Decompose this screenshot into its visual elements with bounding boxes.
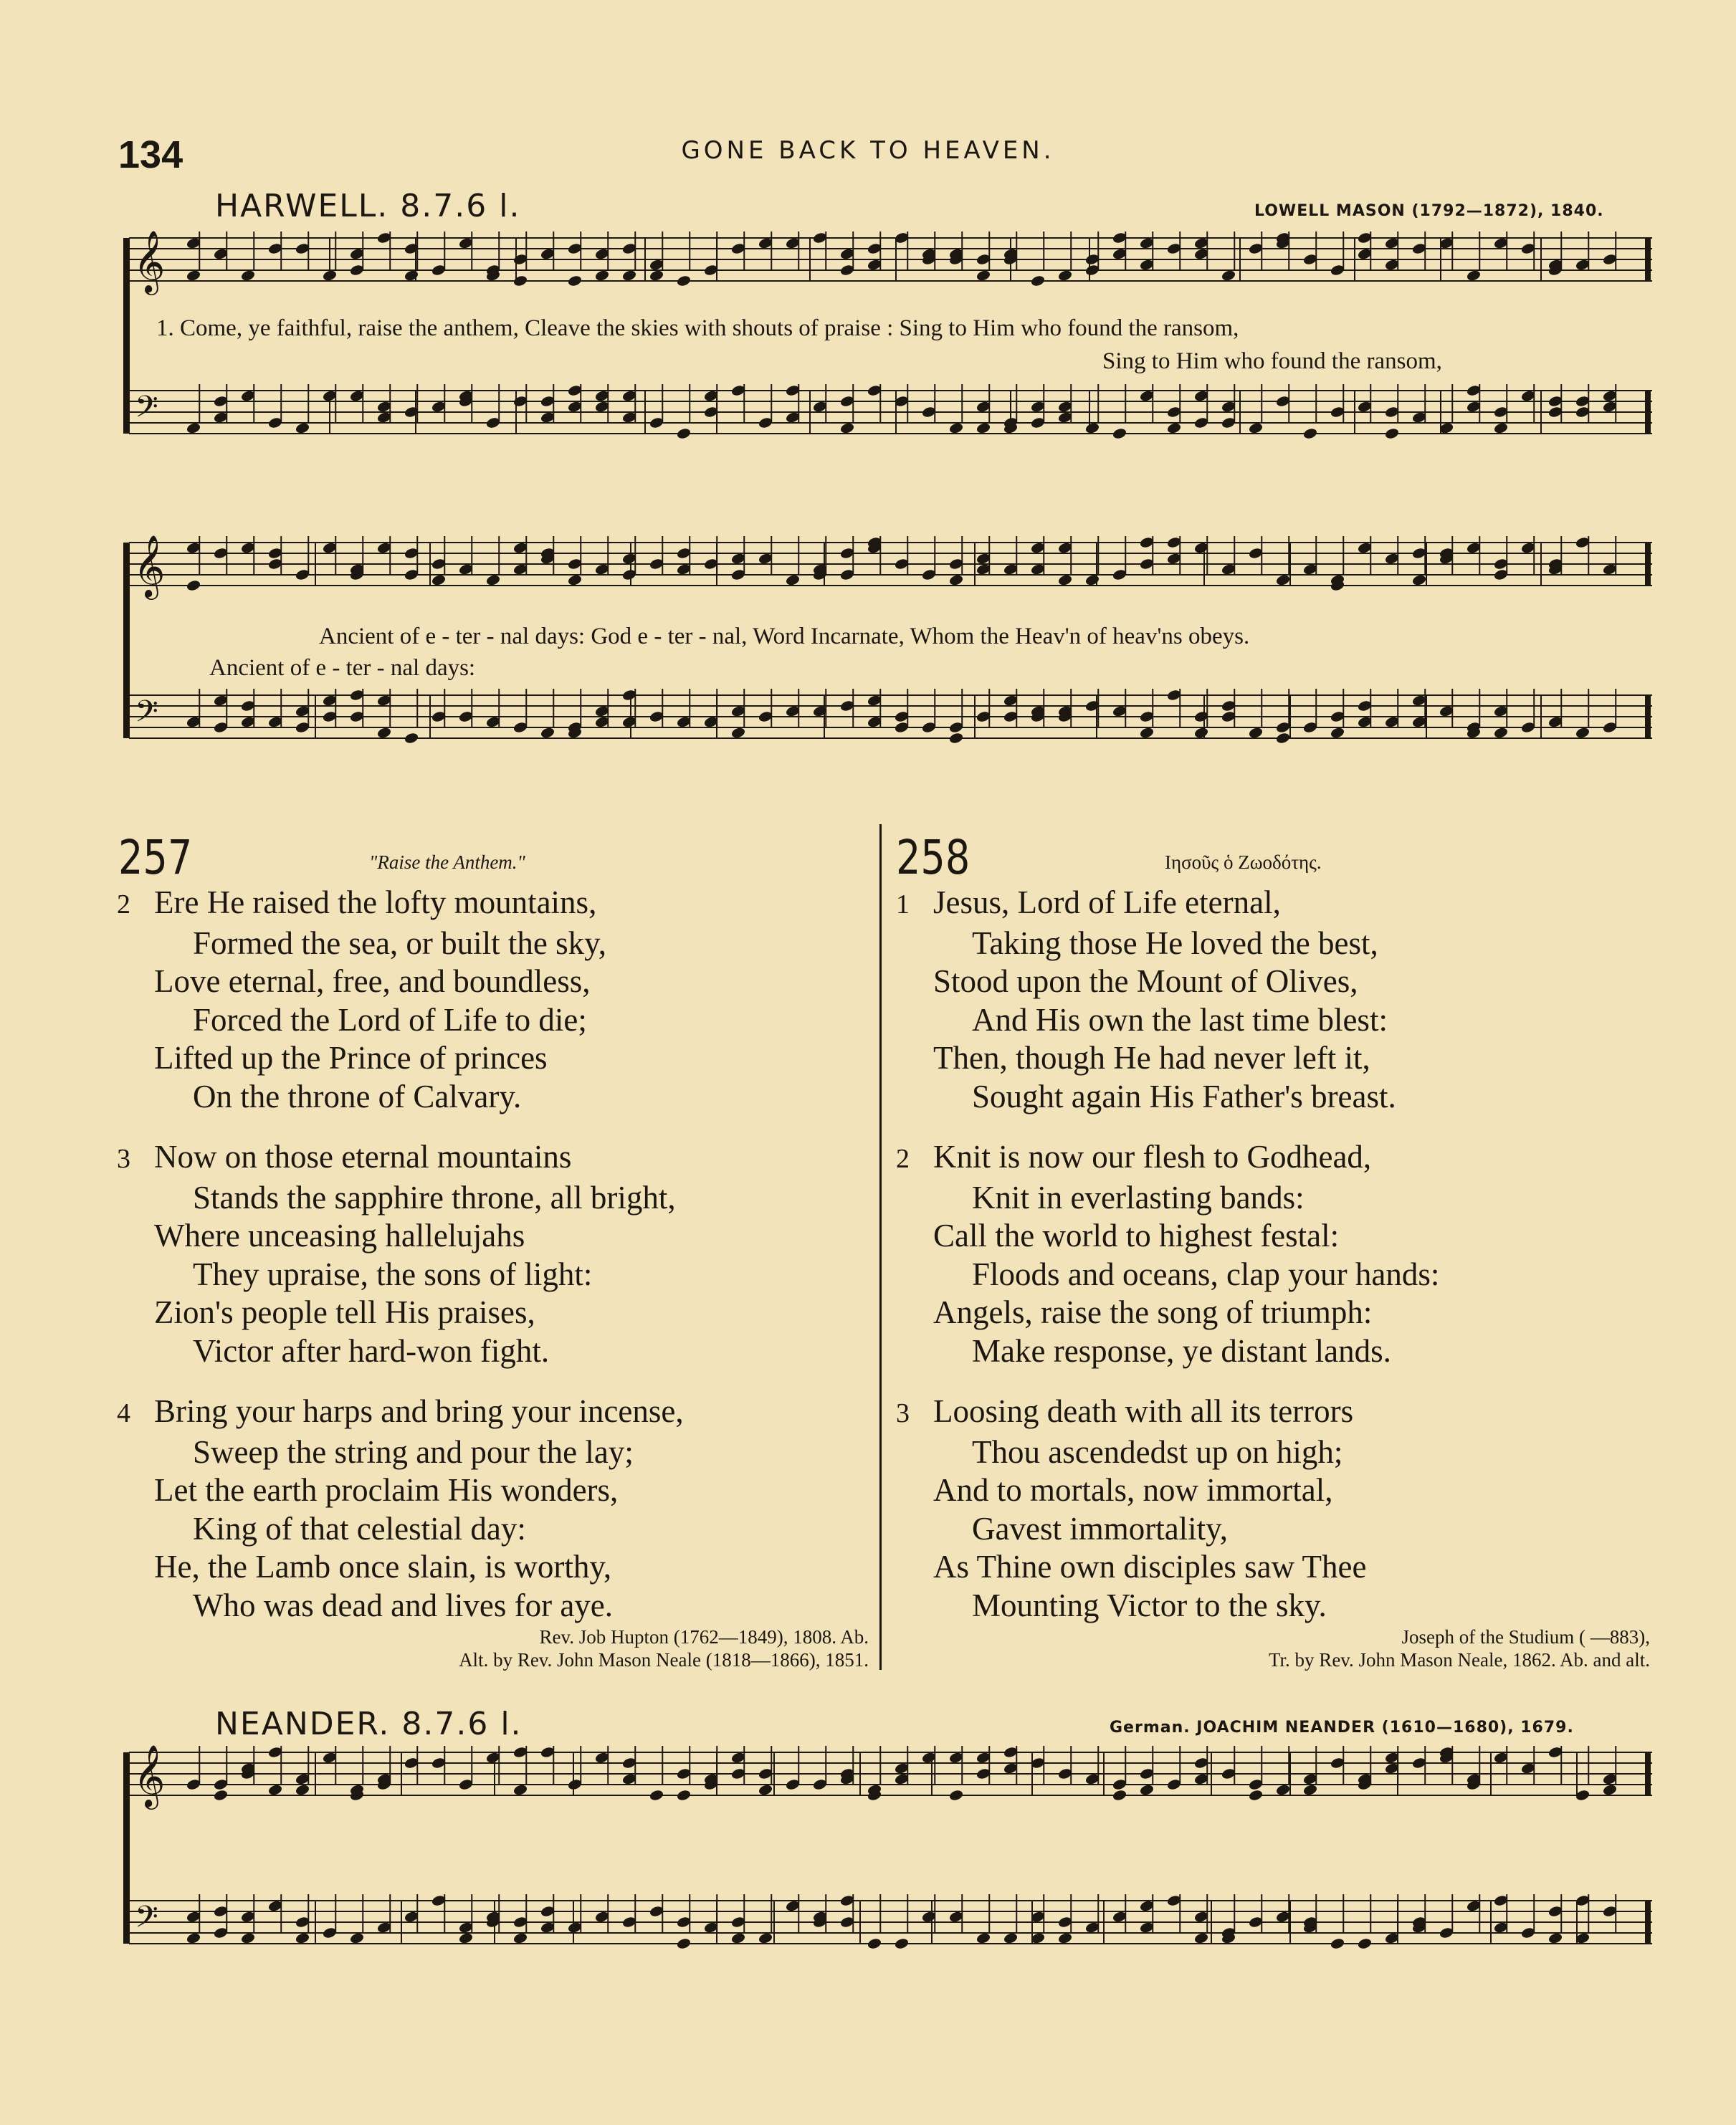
svg-text:𝄢: 𝄢 — [135, 1900, 158, 1942]
hymn-number-258: 258 — [896, 830, 970, 885]
svg-text:𝄞: 𝄞 — [133, 534, 166, 597]
stanza-257-2: 2 Ere He raised the lofty mountains, Formed the sea, or built the sky, Love eternal, free, and boundless, Forced the Lord of Life to die; Lifted up the Prince of princes On the throne of Calvary. — [117, 884, 606, 1114]
hymn-258-stanzas — [896, 884, 1439, 1625]
stanza-257-4: 4 Bring your harps and bring your incense, Sweep the string and pour the lay; Let the earth proclaim His wonders, King of that celestial day: He, the Lamb once slain, is worthy, Who was dead and lives for aye. — [117, 1393, 684, 1623]
music-score-harwell — [0, 0, 1736, 803]
lyric-line-1-alto: Sing to Him who found the ransom, — [1102, 348, 1442, 374]
hymn-number-257: 257 — [118, 830, 193, 885]
composer-harwell: LOWELL MASON (1792—1872), 1840. — [1254, 202, 1604, 220]
hymn-title-258: Ιησοῦς ὁ Ζωοδότης. — [1165, 851, 1322, 873]
lyric-line-2: Ancient of e - ter - nal days: God e - ter - nal, Word Incarnate, Whom the Heav'n of heav'ns obeys. — [319, 624, 1250, 649]
tune-name-neander: NEANDER. 8.7.6 l. — [215, 1706, 523, 1742]
tune-name-harwell: HARWELL. 8.7.6 l. — [215, 188, 521, 224]
running-head: GONE BACK TO HEAVEN. — [681, 136, 1055, 165]
stanza-257-3: 3 Now on those eternal mountains Stands the sapphire throne, all bright, Where unceasing hallelujahs They upraise, the sons of light: Zion's people tell His praises, Victor after hard-won fight. — [117, 1139, 676, 1369]
hymn-257-stanzas — [117, 884, 684, 1625]
staff-system-3 — [123, 1744, 1652, 1950]
lyric-line-1: 1. Come, ye faithful, raise the anthem, Cleave the skies with shouts of praise : Sing to Him who found the ransom, — [156, 315, 1239, 341]
svg-text:𝄢: 𝄢 — [135, 390, 158, 432]
column-divider — [879, 824, 882, 1670]
composer-neander: German. JOACHIM NEANDER (1610—1680), 1679. — [1110, 1719, 1574, 1737]
svg-text:𝄢: 𝄢 — [135, 694, 158, 737]
hymn-title-257: "Raise the Anthem." — [369, 851, 525, 873]
credit-258: Joseph of the Studium ( —883), Tr. by Rev. John Mason Neale, 1862. Ab. and alt. — [1269, 1626, 1650, 1671]
stanza-258-1: 1 Jesus, Lord of Life eternal, Taking those He loved the best, Stood upon the Mount of Olives, And His own the last time blest: Then, though He had never left it, Sought again His Father's breast. — [896, 884, 1396, 1114]
music-score-neander — [0, 1734, 1736, 1971]
lyric-line-2-alto: Ancient of e - ter - nal days: — [209, 655, 476, 681]
stanza-258-3: 3 Loosing death with all its terrors Thou ascendedst up on high; And to mortals, now immortal, Gavest immortality, As Thine own disciples saw Thee Mounting Victor to the sky. — [896, 1393, 1367, 1623]
stanza-258-2: 2 Knit is now our flesh to Godhead, Knit in everlasting bands: Call the world to highest festal: Floods and oceans, clap your hands: Angels, raise the song of triumph: Make response, ye distant lands. — [896, 1139, 1440, 1369]
page-number: 134 — [118, 133, 183, 176]
svg-text:𝄞: 𝄞 — [133, 1744, 166, 1807]
svg-text:𝄞: 𝄞 — [133, 229, 166, 292]
credit-257: Rev. Job Hupton (1762—1849), 1808. Ab. Alt. by Rev. John Mason Neale (1818—1866), 1851. — [459, 1626, 869, 1671]
